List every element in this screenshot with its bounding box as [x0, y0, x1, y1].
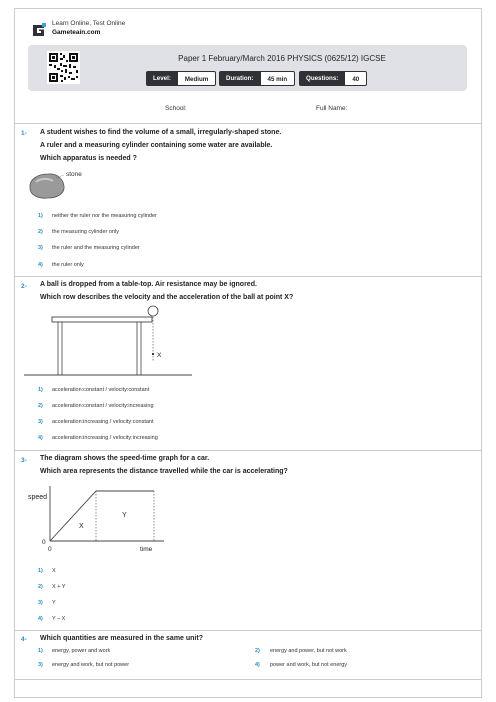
- question-number: 1-: [21, 130, 27, 137]
- question-line: The diagram shows the speed-time graph for a car.: [40, 455, 210, 462]
- option-text[interactable]: the measuring cylinder only: [52, 229, 119, 235]
- question-line: A ruler and a measuring cylinder containing some water are available.: [40, 142, 273, 149]
- option-number: 4): [255, 662, 260, 668]
- y-axis-label: speed: [28, 494, 48, 501]
- option-text[interactable]: Y: [52, 600, 56, 606]
- site-url[interactable]: Gameteain.com: [52, 29, 101, 36]
- table-leg: [137, 322, 141, 375]
- stone-label: stone: [66, 171, 82, 178]
- area-x-label: X: [79, 523, 84, 530]
- divider: [15, 450, 481, 451]
- option-text[interactable]: acceleration:increasing / velocity:constant: [52, 419, 154, 425]
- paper-title: Paper 1 February/March 2016 PHYSICS (0625/12) IGCSE: [178, 54, 386, 63]
- school-field-label: School:: [165, 105, 187, 112]
- qr-code-icon: [47, 51, 80, 84]
- level-label: Level:: [146, 71, 178, 86]
- option-number: 1): [38, 568, 43, 574]
- y-origin-label: 0: [42, 539, 46, 546]
- question-line: A ball is dropped from a table-top. Air resistance may be ignored.: [40, 281, 257, 288]
- site-logo-icon: [30, 22, 47, 39]
- question-number: 4-: [21, 636, 27, 643]
- divider: [15, 630, 481, 631]
- questions-value: 40: [345, 71, 367, 86]
- paper-header: [28, 45, 467, 91]
- duration-chip: [219, 71, 295, 86]
- question-number: 2-: [21, 283, 27, 290]
- option-text[interactable]: energy and work, but not power: [52, 662, 130, 668]
- x-origin-label: 0: [48, 546, 52, 553]
- level-value: Medium: [178, 71, 216, 86]
- option-number: 2): [255, 648, 260, 654]
- stone-figure: [26, 166, 126, 202]
- point-x-marker: [152, 353, 154, 355]
- fullname-field-label: Full Name:: [316, 105, 348, 112]
- option-text[interactable]: power and work, but not energy: [270, 662, 348, 668]
- point-x-label: X: [157, 352, 162, 359]
- x-axis-label: time: [140, 546, 153, 553]
- option-number: 3): [38, 600, 43, 606]
- site-branding[interactable]: [30, 19, 170, 41]
- area-y-label: Y: [122, 512, 127, 519]
- level-chip: [146, 71, 216, 86]
- questions-label: Questions:: [299, 71, 345, 86]
- option-number: 1): [38, 213, 43, 219]
- duration-value: 45 min: [261, 71, 296, 86]
- divider: [15, 679, 481, 680]
- option-text[interactable]: energy, power and work: [52, 648, 111, 654]
- option-text[interactable]: X: [52, 568, 56, 574]
- table-ball-figure: [24, 304, 194, 376]
- option-number: 4): [38, 262, 43, 268]
- option-text[interactable]: energy and power, but not work: [270, 648, 347, 654]
- option-number: 4): [38, 435, 43, 441]
- option-number: 2): [38, 584, 43, 590]
- option-text[interactable]: neither the ruler nor the measuring cylinder: [52, 213, 157, 219]
- option-number: 3): [38, 662, 43, 668]
- option-number: 3): [38, 245, 43, 251]
- speed-line: [50, 491, 154, 541]
- divider: [15, 123, 481, 124]
- option-text[interactable]: the ruler and the measuring cylinder: [52, 245, 140, 251]
- divider: [15, 276, 481, 277]
- option-number: 1): [38, 387, 43, 393]
- stone-shape: [30, 174, 64, 198]
- duration-label: Duration:: [219, 71, 261, 86]
- table-top: [52, 317, 152, 322]
- questions-chip: [299, 71, 367, 86]
- site-tagline: Learn Online, Test Online: [52, 20, 126, 27]
- option-text[interactable]: acceleration:increasing / velocity:increasing: [52, 435, 158, 441]
- option-text[interactable]: Y – X: [52, 616, 66, 622]
- question-line: Which area represents the distance travelled while the car is accelerating?: [40, 468, 288, 475]
- speed-time-graph: [24, 482, 174, 556]
- question-line: Which apparatus is needed ?: [40, 155, 137, 162]
- option-number: 2): [38, 403, 43, 409]
- option-text[interactable]: the ruler only: [52, 262, 84, 268]
- table-leg: [58, 322, 62, 375]
- question-line: A student wishes to find the volume of a small, irregularly-shaped stone.: [40, 129, 282, 136]
- option-text[interactable]: acceleration:constant / velocity:constant: [52, 387, 150, 393]
- question-number: 3-: [21, 457, 27, 464]
- option-text[interactable]: acceleration:constant / velocity:increasing: [52, 403, 154, 409]
- option-number: 3): [38, 419, 43, 425]
- question-line: Which row describes the velocity and the acceleration of the ball at point X?: [40, 294, 294, 301]
- option-number: 2): [38, 229, 43, 235]
- ball: [148, 306, 158, 316]
- option-number: 1): [38, 648, 43, 654]
- question-line: Which quantities are measured in the same unit?: [40, 635, 203, 642]
- option-number: 4): [38, 616, 43, 622]
- option-text[interactable]: X + Y: [52, 584, 66, 590]
